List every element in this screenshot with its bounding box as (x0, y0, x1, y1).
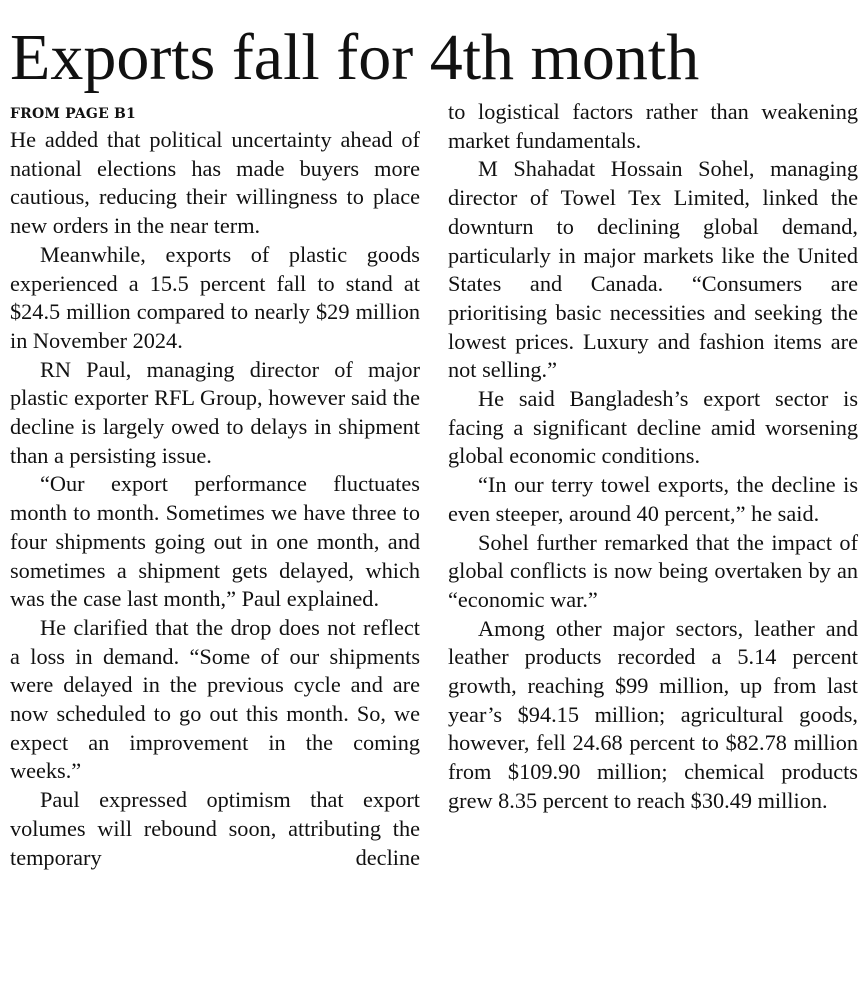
paragraph-continued: to logistical factors rather than weakening market fundamentals. (448, 99, 858, 153)
paragraph: He said Bangladesh’s export sector is facing a significant decline amid worsening global economic conditions. (448, 386, 858, 469)
jump-line: FROM PAGE B1 (10, 106, 136, 122)
paragraph: Among other major sectors, leather and leather products recorded a 5.14 percent growth, reaching $99 million, up from last year’s $94.15 million; agricultural goods, however, fell 24.68 percent to $82.78 million from $109.90 million; chemical products grew 8.35 percent to reach $30.49 million. (448, 615, 858, 813)
headline: Exports fall for 4th month (10, 21, 700, 94)
paragraph: RN Paul, managing director of major plastic exporter RFL Group, however said the decline is largely owed to delays in shipment than a persisting issue. (10, 356, 420, 468)
paragraph: He clarified that the drop does not reflect a loss in demand. “Some of our shipments were delayed in the previous cycle and are now scheduled to go out this month. So, we expect an improvement in the coming weeks.” (10, 614, 420, 784)
paragraph: Sohel further remarked that the impact of global conflicts is now being overtaken by an “economic war.” (448, 529, 858, 612)
paragraph: He added that political uncertainty ahead of national elections has made buyers more cautious, reducing their willingness to place new orders in the near term. (10, 127, 420, 239)
paragraph: “Our export performance fluctuates month to month. Sometimes we have three to four shipments going out in one month, and sometimes a shipment gets delayed, which was the case last month,” Paul explained. (10, 471, 420, 612)
paragraph: Meanwhile, exports of plastic goods experienced a 15.5 percent fall to stand at $24.5 million compared to nearly $29 million in November 2024. (10, 241, 420, 353)
paragraph: M Shahadat Hossain Sohel, managing director of Towel Tex Limited, linked the downturn to declining global demand, particularly in major markets like the United States and Canada. “Consumers are prioritising basic necessities and seeking the lowest prices. Luxury and fashion items are not selling.” (448, 156, 858, 383)
article-column-left (10, 102, 420, 872)
article-column-right (448, 98, 858, 816)
paragraph: “In our terry towel exports, the decline is even steeper, around 40 percent,” he said. (448, 472, 858, 526)
paragraph: Paul expressed optimism that export volumes will rebound soon, attributing the temporary decline (10, 787, 420, 870)
